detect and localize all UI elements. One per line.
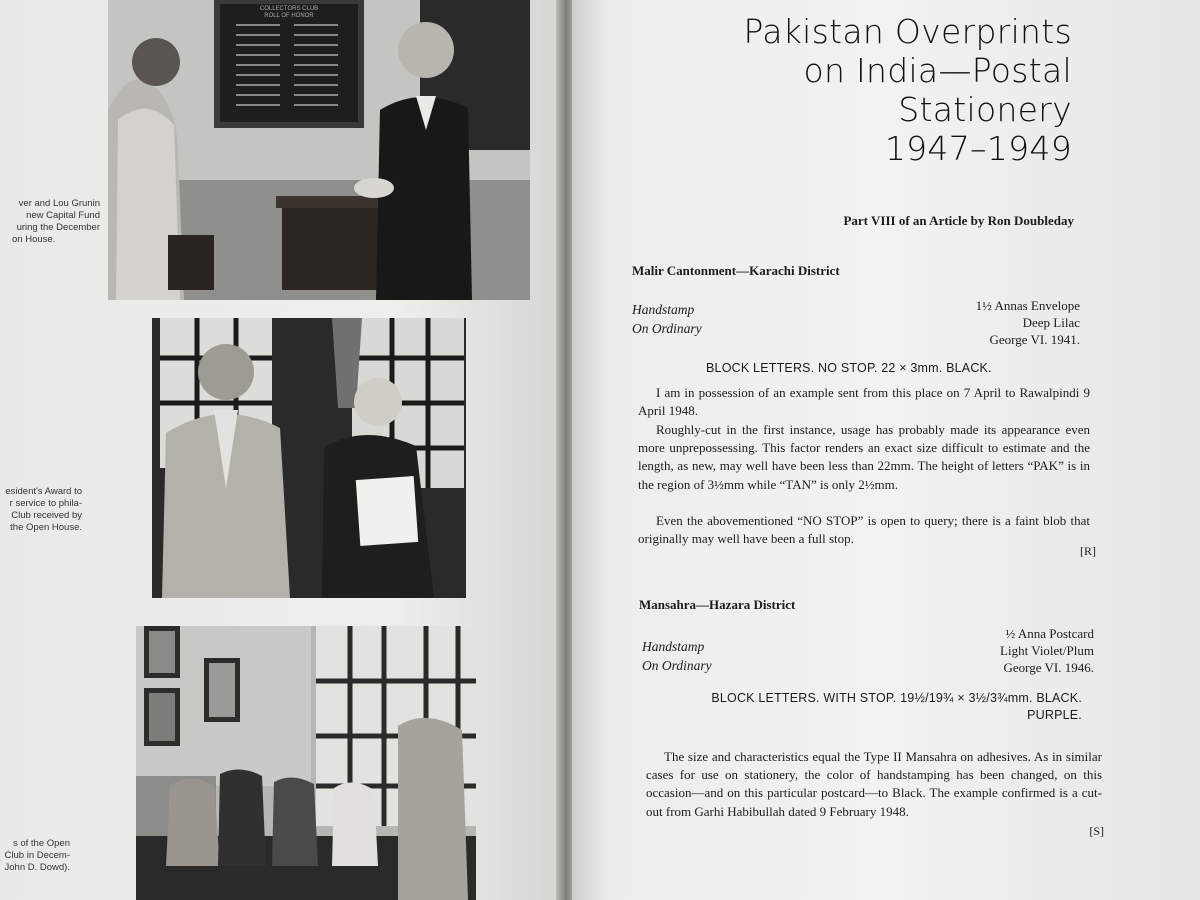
body-paragraph: I am in possession of an example sent from this place on 7 April to Rawalpindi 9 April 1948.: [638, 385, 1090, 419]
photo-open-house-gathering: [136, 626, 476, 900]
photo-caption-1: [0, 198, 100, 246]
stationery-line: George VI. 1941.: [989, 332, 1080, 347]
spec-line: BLOCK LETTERS. WITH STOP. 19½/19¾ × 3½/3¾mm. BLACK.: [711, 691, 1082, 705]
caption-line: s of the Open: [12, 838, 70, 849]
plaque-text-1: COLLECTORS CLUB: [259, 6, 319, 12]
stamp-type-line: Handstamp: [632, 302, 695, 317]
article-byline: Part VIII of an Article by Ron Doubleday: [843, 213, 1074, 228]
caption-line: new Capital Fund: [26, 210, 100, 221]
caption-line: John D. Dowd).: [4, 862, 70, 873]
plaque-text-2: ROLL OF HONOR: [264, 13, 314, 19]
caption-line: Club received by: [11, 510, 82, 521]
type-mark-s: [S]: [1089, 824, 1104, 838]
caption-line: esident's Award to: [5, 486, 82, 497]
stationery-details-malir: [976, 297, 1080, 348]
body-paragraph: Roughly-cut in the first instance, usage has probably made its appearance even more unprepossessing. This factor renders an exact size difficult to estimate and the length, as new, may well have been less than 22mm. The height of letters “PAK” is in the region of 3½mm while “TAN” is only 2½mm.: [638, 422, 1090, 492]
stamp-type-mansahra: [642, 637, 712, 675]
spec-line: PURPLE.: [1027, 708, 1082, 722]
section-heading-mansahra: Mansahra—Hazara District: [639, 597, 796, 612]
stationery-details-mansahra: [1000, 625, 1094, 676]
type-mark-r: [R]: [1080, 544, 1096, 558]
caption-line: r service to phila-: [9, 498, 82, 509]
caption-line: ver and Lou Grunin: [18, 198, 100, 209]
stamp-type-line: Handstamp: [642, 639, 705, 654]
stationery-line: ½ Anna Postcard: [1005, 626, 1094, 641]
title-line: 1947–1949: [884, 129, 1072, 168]
title-line: Pakistan Overprints: [743, 12, 1072, 51]
article-title: [744, 12, 1072, 168]
left-page: [0, 0, 560, 900]
caption-line: uring the December: [16, 222, 100, 233]
photo-award-presentation-image: [152, 318, 466, 598]
photo-caption-3: [0, 838, 70, 874]
photo-caption-2: [0, 486, 82, 534]
caption-line: Club in Decem-: [4, 850, 70, 861]
title-line: Stationery: [898, 90, 1072, 129]
stamp-type-line: On Ordinary: [632, 321, 702, 336]
stationery-line: Deep Lilac: [1022, 315, 1080, 330]
right-page: [572, 0, 1200, 900]
stationery-line: Light Violet/Plum: [1000, 643, 1094, 658]
photo-open-house-gathering-image: [136, 626, 476, 900]
caption-line: the Open House.: [10, 522, 82, 533]
stationery-line: George VI. 1946.: [1003, 660, 1094, 675]
title-line: on India—Postal: [803, 51, 1072, 90]
photo-plaque-conversation-image: [108, 0, 530, 300]
photo-plaque-conversation: [108, 0, 530, 300]
body-paragraph: The size and characteristics equal the Type II Mansahra on adhesives. As in similar cases for use on stationery, the color of handstamping has been changed, on this occasion—and on this particular postcard—to Black. The example confirmed is a cut-out from Garhi Habibullah dated 9 February 1948.: [646, 749, 1102, 819]
overprint-spec-mansahra: [660, 690, 1082, 724]
body-paragraph: Even the abovementioned “NO STOP” is open to query; there is a faint blob that originally may well have been a full stop.: [638, 513, 1090, 547]
stamp-type-line: On Ordinary: [642, 658, 712, 673]
stationery-line: 1½ Annas Envelope: [975, 298, 1080, 313]
section-heading-malir: Malir Cantonment—Karachi District: [632, 263, 840, 278]
caption-line: on House.: [12, 234, 56, 245]
photo-award-presentation: [152, 318, 466, 598]
stamp-type-malir: [632, 300, 702, 338]
overprint-spec-malir: BLOCK LETTERS. NO STOP. 22 × 3mm. BLACK.: [706, 361, 992, 375]
